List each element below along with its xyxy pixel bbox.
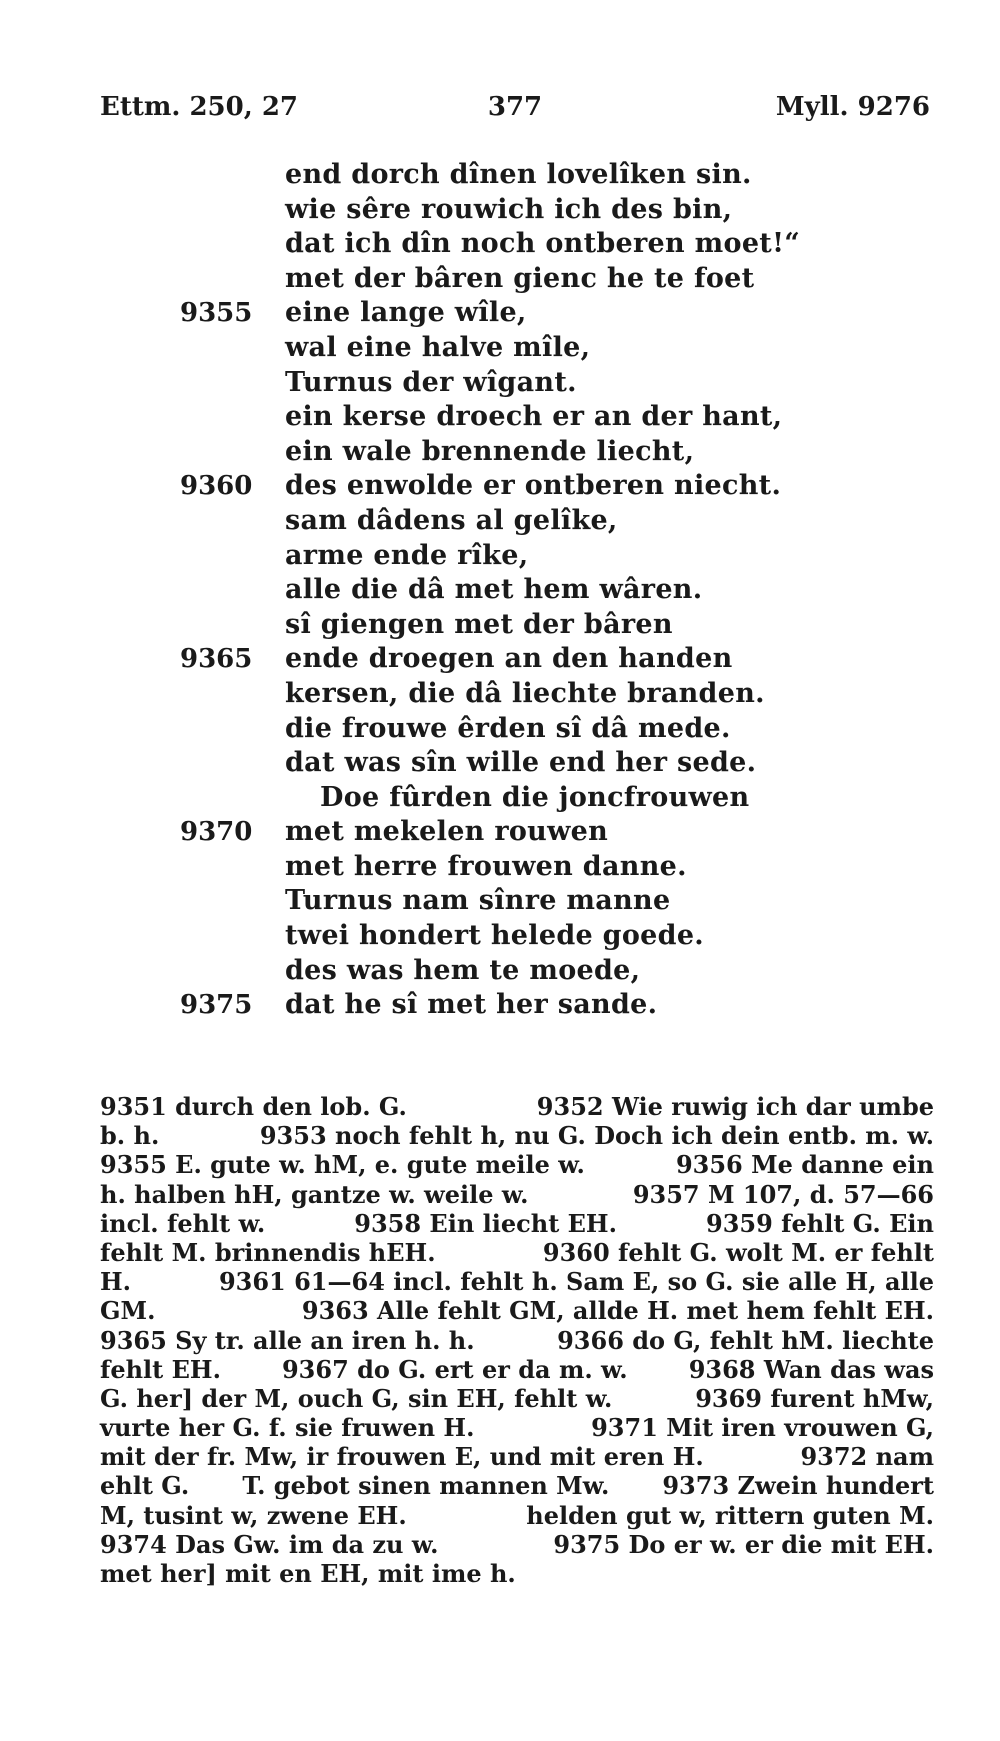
verse-text: wie sêre rouwich ich des bin, [285, 193, 733, 225]
verse-text: wal eine halve mîle, [285, 331, 591, 363]
apparatus-line [100, 1150, 934, 1179]
apparatus-segment: 9371 Mit iren vrouwen G, [591, 1413, 934, 1443]
apparatus-segment: vurte her G. f. sie fruwen H. [100, 1413, 475, 1443]
page-number: 377 [487, 92, 543, 122]
apparatus-line [100, 1180, 934, 1209]
verse-text: dat was sîn wille end her sede. [285, 747, 757, 779]
apparatus-segment: 9361 61—64 incl. fehlt h. Sam E, so G. sie alle H, alle [218, 1267, 934, 1297]
verse-line [0, 193, 1000, 228]
verse-line [0, 227, 1000, 262]
running-header [100, 92, 930, 132]
apparatus-segment: h. halben hH, gantze w. weile w. [100, 1179, 529, 1209]
verse-text: met mekelen rouwen [285, 816, 609, 848]
verse-text: ein kerse droech er an der hant, [285, 401, 783, 433]
apparatus-segment: 9367 do G. ert er da m. w. [281, 1354, 628, 1384]
apparatus-segment: H. [100, 1267, 132, 1297]
verse-line [0, 331, 1000, 366]
apparatus-segment: incl. fehlt w. [100, 1208, 266, 1238]
apparatus-segment: T. gebot sinen mannen Mw. [242, 1471, 610, 1501]
verse-line [0, 469, 1000, 504]
apparatus-segment: 9373 Zwein hundert [662, 1471, 934, 1501]
apparatus-line [100, 1092, 934, 1121]
verse-text: twei hondert helede goede. [285, 920, 704, 952]
apparatus-segment: 9365 Sy tr. alle an iren h. h. [100, 1325, 475, 1355]
apparatus-segment: 9351 durch den lob. G. [100, 1092, 407, 1121]
verse-line [0, 781, 1000, 816]
critical-apparatus [100, 1092, 934, 1588]
verse-text: des enwolde er ontberen niecht. [285, 470, 782, 502]
verse-text: Turnus der wîgant. [285, 366, 577, 398]
verse-line [0, 746, 1000, 781]
verse-text: kersen, die dâ liechte branden. [285, 677, 765, 709]
apparatus-line [100, 1501, 934, 1530]
apparatus-line [100, 1384, 934, 1413]
verse-text: arme ende rîke, [285, 539, 529, 571]
apparatus-line [100, 1442, 934, 1471]
verse-line [0, 400, 1000, 435]
verse-text: met herre frouwen danne. [285, 850, 687, 882]
apparatus-line [100, 1530, 934, 1559]
apparatus-segment: fehlt M. brinnendis hEH. [100, 1237, 436, 1267]
apparatus-segment: mit der fr. Mw, ir frouwen E, und mit eren H. [100, 1442, 704, 1472]
line-number: 9365 [180, 644, 253, 675]
header-left-reference: Ettm. 250, 27 [100, 92, 299, 122]
apparatus-segment: fehlt EH. [100, 1354, 221, 1384]
verse-text: end dorch dînen lovelîken sin. [285, 159, 752, 190]
verse-line [0, 815, 1000, 850]
apparatus-line [100, 1209, 934, 1238]
verse-line [0, 504, 1000, 539]
apparatus-segment: 9363 Alle fehlt GM, allde H. met hem fehlt EH. [301, 1296, 934, 1326]
verse-text: sam dâdens al gelîke, [285, 504, 618, 536]
verse-text: dat he sî met her sande. [285, 989, 658, 1021]
apparatus-segment: helden gut w, rittern guten M. [526, 1500, 934, 1530]
verse-line [0, 539, 1000, 574]
verse-text: alle die dâ met hem wâren. [285, 574, 703, 606]
verse-line [0, 954, 1000, 989]
line-number: 9355 [180, 298, 253, 329]
verse-text: des was hem te moede, [285, 954, 641, 986]
verse-line [0, 850, 1000, 885]
verse-line [0, 366, 1000, 401]
apparatus-segment: 9374 Das Gw. im da zu w. [100, 1529, 439, 1559]
verse-text: Doe fûrden die joncfrouwen [320, 781, 750, 813]
apparatus-segment: 9359 fehlt G. Ein [706, 1208, 934, 1238]
apparatus-segment: 9352 Wie ruwig ich dar umbe [536, 1092, 934, 1121]
apparatus-line [100, 1326, 934, 1355]
apparatus-segment: 9358 Ein liecht EH. [354, 1208, 617, 1238]
apparatus-segment: met her] mit en EH, mit ime h. [100, 1559, 516, 1588]
verse-line [0, 608, 1000, 643]
apparatus-segment: 9360 fehlt G. wolt M. er fehlt [542, 1237, 934, 1267]
apparatus-segment: 9355 E. gute w. hM, e. gute meile w. [100, 1150, 585, 1180]
apparatus-line [100, 1121, 934, 1150]
verse-line [0, 919, 1000, 954]
verse-line [0, 296, 1000, 331]
verse-text: ende droegen an den handen [285, 643, 733, 675]
apparatus-segment: 9356 Me danne ein [675, 1150, 934, 1180]
line-number: 9360 [180, 471, 253, 502]
verse-line [0, 573, 1000, 608]
apparatus-line [100, 1471, 934, 1500]
apparatus-segment: 9375 Do er w. er die mit EH. [553, 1529, 934, 1559]
verse-line [0, 884, 1000, 919]
verse-line [0, 158, 1000, 193]
apparatus-segment: 9368 Wan das was [688, 1354, 934, 1384]
apparatus-line [100, 1296, 934, 1325]
apparatus-segment: 9372 nam [800, 1442, 934, 1472]
apparatus-line [100, 1355, 934, 1384]
apparatus-segment: ehlt G. [100, 1471, 190, 1501]
apparatus-segment: b. h. [100, 1121, 160, 1151]
verse-text: ein wale brennende liecht, [285, 435, 695, 467]
apparatus-segment: 9357 M 107, d. 57—66 [632, 1179, 934, 1209]
verse-line [0, 642, 1000, 677]
verse-line [0, 988, 1000, 1023]
poem-text [0, 158, 1000, 1023]
verse-text: Turnus nam sînre manne [285, 885, 671, 917]
apparatus-line [100, 1559, 934, 1588]
verse-text: eine lange wîle, [285, 297, 527, 329]
line-number: 9370 [180, 817, 253, 848]
verse-text: met der bâren gienc he te foet [285, 262, 755, 294]
verse-line [0, 677, 1000, 712]
line-number: 9375 [180, 990, 253, 1021]
verse-text: dat ich dîn noch ontberen moet!“ [285, 228, 801, 260]
apparatus-segment: 9353 noch fehlt h, nu G. Doch ich dein entb. m. w. [259, 1121, 934, 1151]
apparatus-line [100, 1238, 934, 1267]
verse-text: sî giengen met der bâren [285, 608, 673, 640]
apparatus-segment: 9366 do G, fehlt hM. liechte [557, 1325, 934, 1355]
verse-line [0, 435, 1000, 470]
apparatus-line [100, 1267, 934, 1296]
apparatus-segment: M, tusint w, zwene EH. [100, 1500, 407, 1530]
apparatus-segment: G. her] der M, ouch G, sin EH, fehlt w. [100, 1383, 613, 1413]
verse-text: die frouwe êrden sî dâ mede. [285, 712, 731, 744]
apparatus-line [100, 1413, 934, 1442]
verse-line [0, 262, 1000, 297]
apparatus-segment: 9369 furent hMw, [695, 1383, 934, 1413]
header-right-reference: Myll. 9276 [775, 92, 930, 122]
apparatus-segment: GM. [100, 1296, 156, 1326]
verse-line [0, 712, 1000, 747]
